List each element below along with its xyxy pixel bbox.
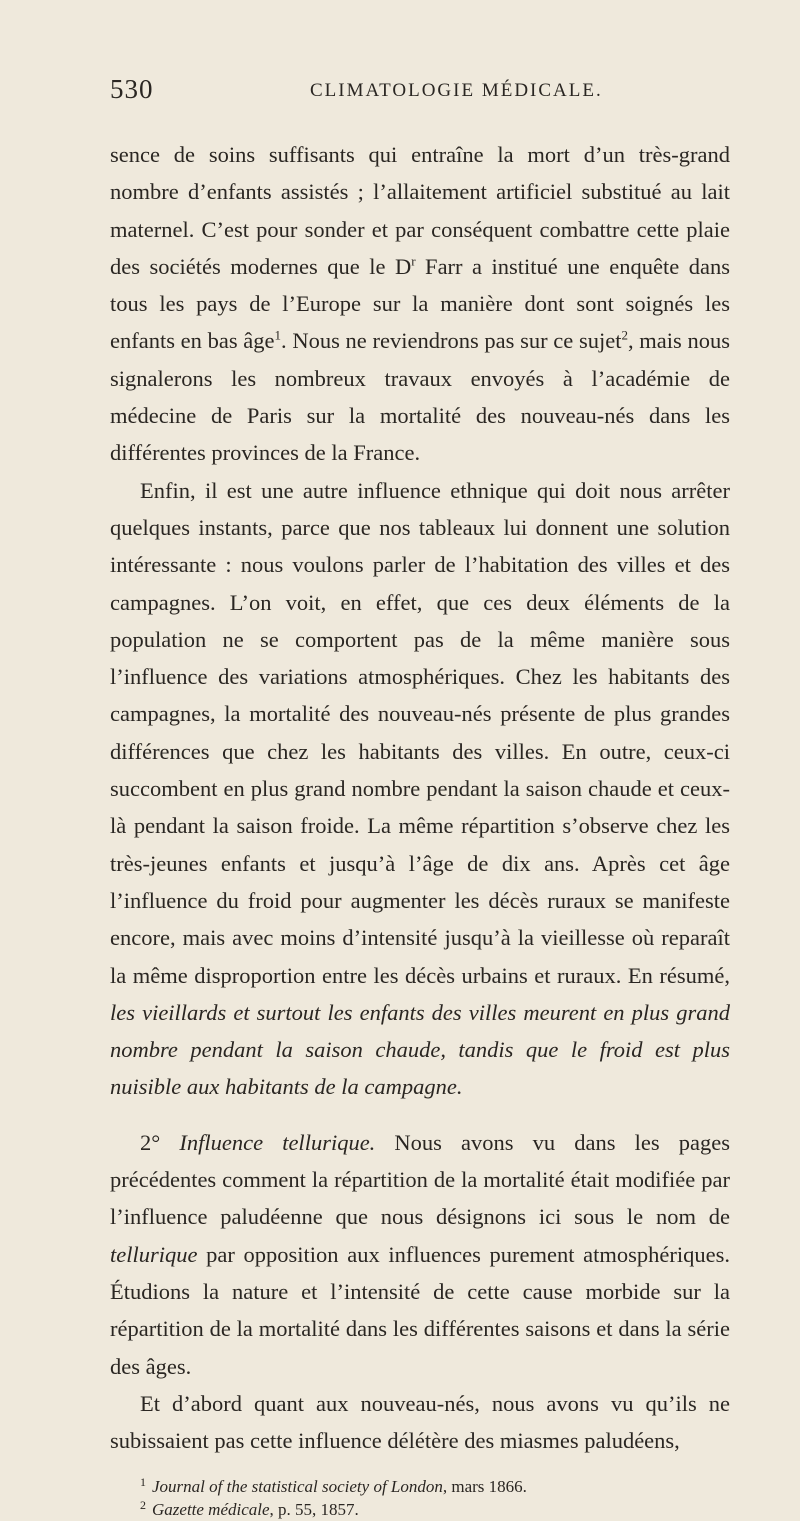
footnote-1-detail: , mars 1866. xyxy=(442,1477,527,1497)
footnote-1-mark: 1 xyxy=(140,1474,146,1489)
paragraph-1-part-d: , mais nous signalerons les nombreux travaux envoyés à l’académie de médecine de Paris sur la mortalité des nouveau-nés dans les différentes provinces de la France. xyxy=(110,328,730,466)
running-head: CLIMATOLOGIE MÉDICALE. xyxy=(310,80,603,101)
paragraph-2-text: Enfin, il est une autre influence ethnique qui doit nous arrêter quelques instants, parce que nos tableaux lui donnent une solution intéressante : nous voulons parler de l’habitation des villes et des campagnes. L’on voit, en effet, que ces deux éléments de la population ne se comportent pas de la même manière sous l’influence des variations atmosphériques. Chez les habitants des campagnes, la mortalité des nouveau-nés présente de plus grandes différences que chez les habitants des villes. En outre, ceux-ci succombent en plus grand nombre pendant la saison chaude et ceux-là pendant la saison froide. La même répartition s’observe chez les très-jeunes enfants et jusqu’à l’âge de dix ans. Après cet âge l’influence du froid pour augmenter les décès ruraux se manifeste encore, mais avec moins d’intensité jusqu’à la vieillesse où reparaît la même disproportion entre les décès urbains et ruraux. En résumé, xyxy=(110,477,730,988)
paragraph-2 xyxy=(110,472,730,1106)
footnote-ref-2[interactable]: 2 xyxy=(621,327,628,343)
footnote-ref-1[interactable]: 1 xyxy=(274,327,282,343)
paragraph-3-part-c: par opposition aux influences purement atmosphériques. Étudions la nature et l’intensité de cette cause morbide sur la répartition de la mortalité dans les différentes saisons et dans la série des âges. xyxy=(110,1241,730,1379)
section-number: 2° xyxy=(140,1129,180,1155)
paragraph-1-part-b: Farr a institué une enquête dans tous les pays de l’Europe sur la manière dont sont soignés les enfants en bas âge xyxy=(110,253,730,354)
page-number: 530 xyxy=(110,74,154,104)
section-title: Influence tellurique. xyxy=(179,1129,376,1155)
footnote-1-source: Journal of the statistical society of London xyxy=(152,1477,443,1497)
footnote-2-source: Gazette médicale xyxy=(152,1500,270,1520)
paragraph-2-italic-conclusion: les vieillards et surtout les enfants des villes meurent en plus grand nombre pendant la saison chaude, tandis que le froid est plus nuisible aux habitants de la campagne. xyxy=(110,999,730,1100)
paragraph-1-part-c: . Nous ne reviendrons pas sur ce sujet xyxy=(281,328,622,354)
paragraph-3-part-b: Nous avons vu dans les pages précédentes comment la répartition de la mortalité était modifiée par l’influence paludéenne que nous désignons ici sous le nom de xyxy=(110,1129,730,1230)
footnote-2-detail: , p. 55, 1857. xyxy=(269,1500,359,1520)
italic-term-tellurique: tellurique xyxy=(110,1241,198,1267)
footnote-2-mark: 2 xyxy=(140,1497,146,1512)
footnote-1 xyxy=(140,1475,730,1498)
footnote-2 xyxy=(140,1498,730,1521)
paragraph-1-part-a: sence de soins suffisants qui entraîne la mort d’un très-grand nombre d’enfants assistés ; l’allaitement artificiel substitué au lait maternel. C’est pour sonder et par conséquent combattre cette plaie des sociétés modernes que le D xyxy=(110,142,730,279)
paragraph-1 xyxy=(110,136,730,472)
page-header xyxy=(110,74,730,108)
superscript-r: r xyxy=(411,253,416,269)
body-text xyxy=(110,136,730,1459)
paragraph-3 xyxy=(110,1124,730,1385)
paragraph-4: Et d’abord quant aux nouveau-nés, nous avons vu qu’ils ne subissaient pas cette influence délétère des miasmes paludéens, xyxy=(110,1390,730,1454)
footnotes xyxy=(110,1475,730,1521)
